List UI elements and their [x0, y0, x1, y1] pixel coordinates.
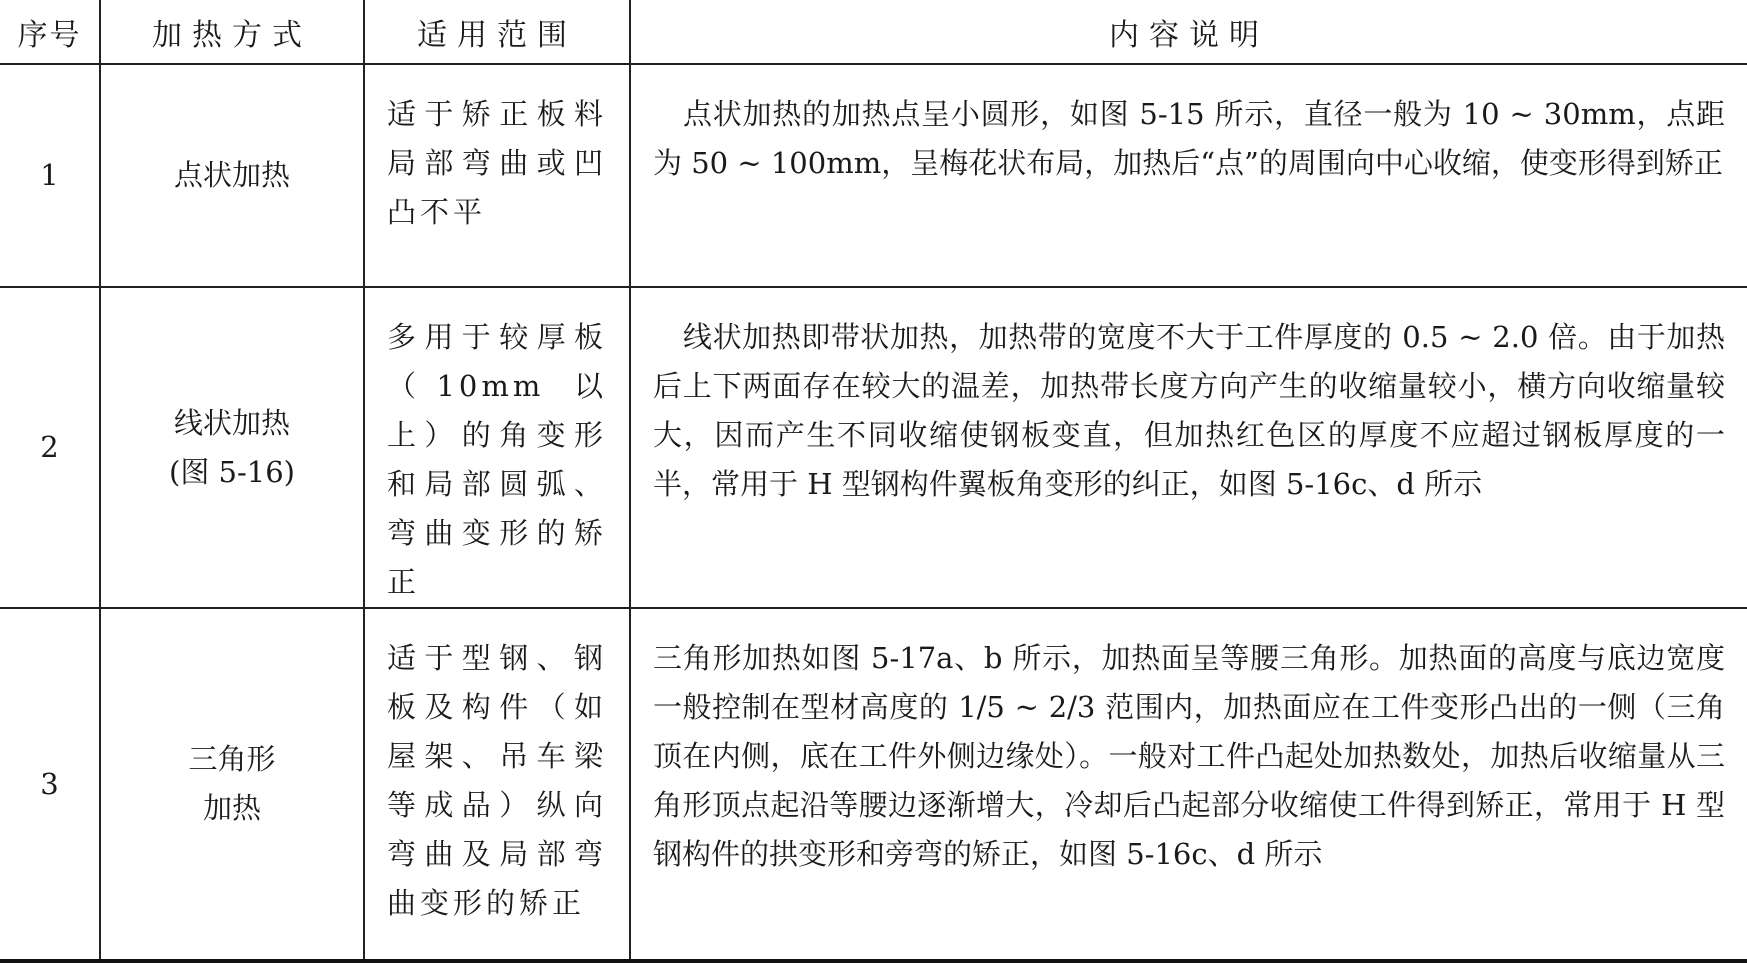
heating-method-line: 三角形 — [188, 742, 276, 776]
table-header-row — [0, 0, 1747, 64]
heating-method-figure-ref: (图 5-16) — [169, 454, 295, 489]
row-heating-method — [100, 64, 364, 287]
row-heating-method — [100, 287, 364, 608]
row-heating-method — [100, 608, 364, 961]
row-description: 三角形加热如图 5-17a、b 所示，加热面呈等腰三角形。加热面的高度与底边宽度一般控制在型材高度的 1/5 ~ 2/3 范围内，加热面应在工件变形凸出的一侧（三角顶在内侧，底在工件外侧边缘处）。一般对工件凸起处加热数处，加热后收缩量从三角形顶点起沿等腰边逐渐增大，冷却后凸起部分收缩使工件得到矫正，常用于 H 型钢构件的拱变形和旁弯的矫正，如图 5-16c、d 所示 — [630, 608, 1747, 961]
header-description: 内容说明 — [630, 0, 1747, 64]
heating-method-line: 点状加热 — [173, 158, 290, 192]
table-row — [0, 287, 1747, 608]
row-applicable-scope: 适于矫正板料局部弯曲或凹凸不平 — [364, 64, 630, 287]
row-serial-number: 3 — [0, 608, 100, 961]
row-serial-number: 1 — [0, 64, 100, 287]
row-serial-number: 2 — [0, 287, 100, 608]
heating-method-line: 加热 — [202, 791, 261, 825]
row-applicable-scope: 多用于较厚板（10mm 以上）的角变形和局部圆弧、弯曲变形的矫正 — [364, 287, 630, 608]
row-description: 点状加热的加热点呈小圆形，如图 5-15 所示，直径一般为 10 ~ 30mm，点距为 50 ~ 100mm，呈梅花状布局，加热后“点”的周围向中心收缩，使变形得到矫正 — [630, 64, 1747, 287]
header-heating-method: 加热方式 — [100, 0, 364, 64]
row-description: 线状加热即带状加热，加热带的宽度不大于工件厚度的 0.5 ~ 2.0 倍。由于加热后上下两面存在较大的温差，加热带长度方向产生的收缩量较小，横方向收缩量较大，因而产生不同收缩使钢板变直，但加热红色区的厚度不应超过钢板厚度的一半，常用于 H 型钢构件翼板角变形的纠正，如图 5-16c、d 所示 — [630, 287, 1747, 608]
row-applicable-scope: 适于型钢、钢板及构件（如屋架、吊车梁等成品）纵向弯曲及局部弯曲变形的矫正 — [364, 608, 630, 961]
table-row — [0, 64, 1747, 287]
heating-method-line: 线状加热 — [173, 405, 290, 440]
table-row — [0, 608, 1747, 961]
header-applicable-scope: 适用范围 — [364, 0, 630, 64]
header-serial-number: 序号 — [0, 0, 100, 64]
